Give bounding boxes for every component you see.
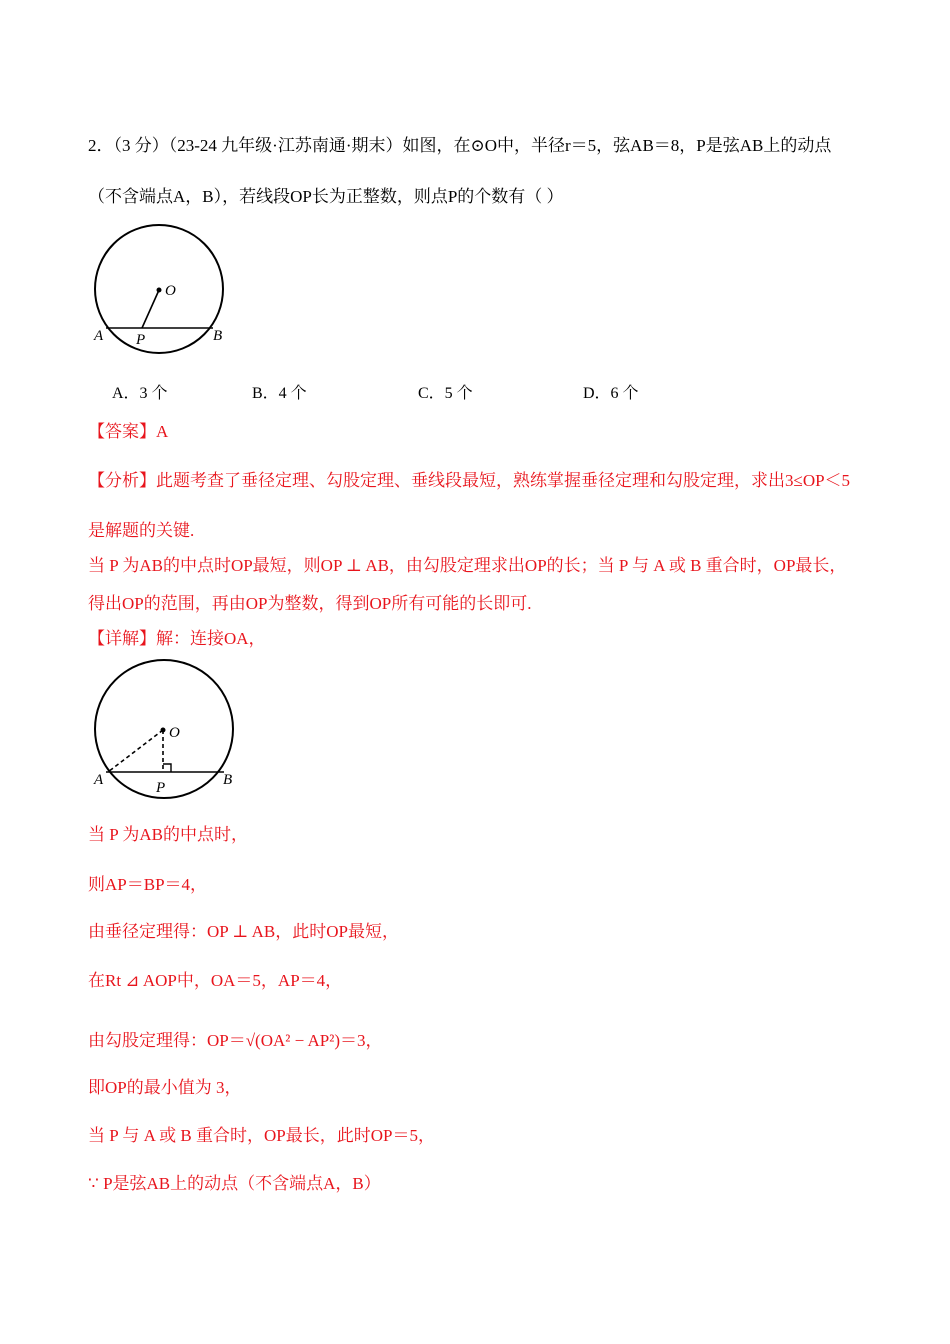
point-o [161,728,166,733]
dashed-oa [108,730,163,772]
analysis-line-3: 当 P 为AB的中点时OP最短，则OP ⊥ AB，由勾股定理求出OP的长；当 P 与 A 或 B 重合时，OP最长， [88,556,847,575]
question-line-1: 2．（3 分）（23-24 九年级·江苏南通·期末）如图，在⊙O中，半径r＝5，弦AB＝8，P是弦AB上的动点 [88,136,832,155]
detail-step-2: 则AP＝BP＝4， [88,875,208,894]
detail-step-6: 即OP的最小值为 3， [88,1078,242,1097]
right-angle-mark [163,764,171,772]
label-b: B [223,772,233,788]
segment-op [142,290,159,328]
option-c[interactable]: C．5 个 [418,385,473,402]
label-a: A [94,328,104,344]
detail-step-8: ∵ P是弦AB上的动点（不含端点A，B） [88,1174,381,1193]
label-a: A [94,772,104,788]
option-a[interactable]: A．3 个 [112,385,168,402]
point-o [157,288,162,293]
detail-intro: 【详解】解：连接OA， [88,629,266,648]
detail-step-3: 由垂径定理得：OP ⊥ AB，此时OP最短， [88,922,399,941]
detail-step-7: 当 P 与 A 或 B 重合时，OP最长，此时OP＝5， [88,1126,435,1145]
answer: 【答案】A [88,422,169,441]
detail-step-4: 在Rt ⊿ AOP中，OA＝5，AP＝4， [88,971,343,990]
option-d[interactable]: D．6 个 [583,385,639,402]
label-o: O [165,283,176,299]
detail-figure [86,658,246,803]
detail-step-1: 当 P 为AB的中点时， [88,825,248,844]
question-line-2: （不含端点A，B），若线段OP长为正整数，则点P的个数有（ ） [88,187,564,206]
question-figure [86,222,236,357]
analysis-line-4: 得出OP的范围，再由OP为整数，得到OP所有可能的长即可. [88,594,532,613]
label-p: P [136,332,146,348]
detail-step-5: 由勾股定理得：OP＝√(OA² − AP²)＝3， [88,1031,383,1050]
analysis-line-1: 【分析】此题考查了垂径定理、勾股定理、垂线段最短，熟练掌握垂径定理和勾股定理，求出3≤OP＜5 [88,471,851,490]
analysis-line-2: 是解题的关键. [88,521,195,540]
label-p: P [156,780,166,796]
label-b: B [213,328,223,344]
option-b[interactable]: B．4 个 [252,385,307,402]
label-o: O [169,725,180,741]
